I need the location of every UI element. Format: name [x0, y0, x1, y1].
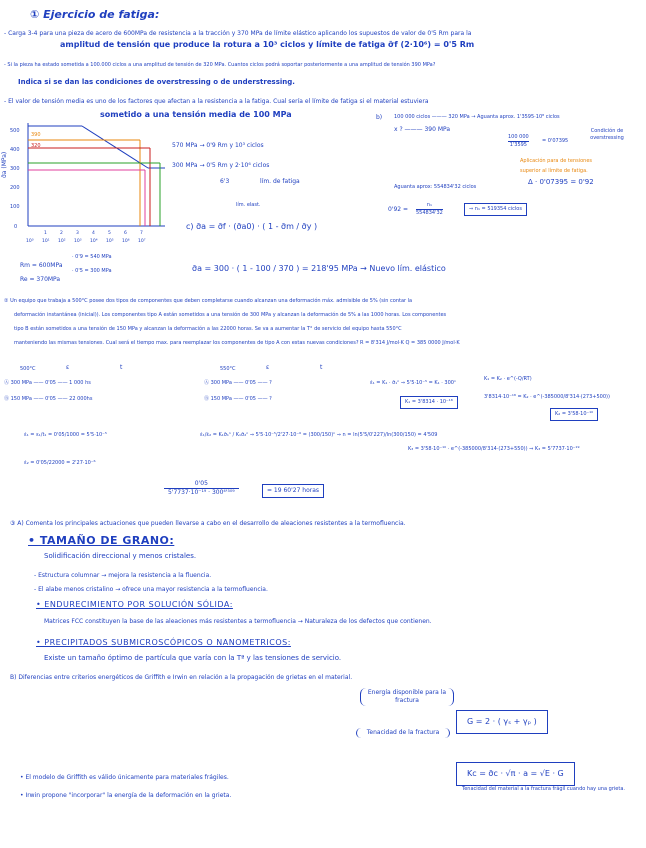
- time-num: 0'05: [164, 480, 239, 489]
- problem-1-line-5: - El valor de tensión media es uno de los factores que afectan a la resistencia a la fatiga. Cual sería el límite de fatiga si el material estuviera: [4, 98, 429, 105]
- irwin-note: • Irwin propone "incorporar" la energía de la deformación en la grieta.: [20, 792, 232, 799]
- mark-390: 390: [31, 132, 41, 138]
- b-row-2: x ? ——— 390 MPa: [394, 126, 451, 133]
- irwin-formula: Kc = σ̄c · √π · a = √E · G: [456, 762, 575, 786]
- exercise-1-title: ① Ejercicio de fatiga:: [30, 8, 160, 21]
- problem-2-line-3: tipo B están sometidos a una tensión de 150 MPa y alcanzan la deformación a las 22000 horas. Se va a aumentar la T° de servicio del equipo hasta 550°C: [14, 326, 402, 332]
- b-frac-num: 100 000: [508, 134, 529, 140]
- grain-text-1: Solidificación direccional y menos cristales.: [44, 552, 197, 560]
- b-calc-num: n₁: [416, 202, 443, 210]
- ann-lim-fatiga: lím. de fatiga: [260, 178, 300, 185]
- problem-1-line-6: sometido a una tensión media de 100 MPa: [100, 110, 292, 119]
- xnum-6: 6: [124, 231, 127, 236]
- xtick-5: 10⁵: [106, 239, 114, 244]
- sn-chart: [0, 118, 170, 253]
- table2-eps: ε: [266, 364, 270, 371]
- time-fraction: [164, 480, 239, 497]
- re-result: · 0'5 = 300 MPa: [72, 268, 112, 274]
- ytick-300: 300: [10, 166, 20, 172]
- b-row-1: 100 000 ciclos ——— 320 MPa → Aguanta aprox. 1'3595·10⁸ ciclos: [394, 114, 560, 120]
- k3-eq: K₃ = 3'58·10⁻¹⁰ · e^(-385000/8'314·(273+550)) ⇒ K₃ = 5'7737·10⁻¹⁹: [408, 446, 580, 452]
- xtick-4: 10⁴: [90, 239, 98, 244]
- ytick-0: 0: [14, 224, 18, 230]
- c-result: σ̄a = 300 · ( 1 - 100 / 370 ) = 218'95 MPa → Nuevo lím. elástico: [192, 264, 446, 273]
- arrhenius-2: 3'8314·10⁻¹⁸ = K₂ · e^(-385000/8'314·(273+500)): [484, 394, 610, 400]
- c-lim-elast: lím. elast.: [236, 202, 261, 208]
- ann-63: 6'3: [220, 178, 230, 185]
- energy-available: Energía disponible para la fractura: [360, 688, 454, 706]
- ytick-200: 200: [10, 185, 20, 191]
- xnum-4: 4: [92, 231, 95, 236]
- griffith-note: • El modelo de Griffith es válido únicamente para materiales frágiles.: [20, 774, 229, 781]
- table1-temp: 500°C: [20, 366, 36, 372]
- b-fraction: [508, 134, 529, 149]
- chart-ylabel: σ̄a (MPa): [1, 151, 8, 178]
- mark-320: 320: [31, 143, 41, 149]
- b-frac-den: 1'3595: [509, 142, 527, 148]
- table1-t: t: [120, 364, 123, 371]
- problem-1-line-1: - Carga 3-4 para una pieza de acero de 600MPa de resistencia a la tracción y 370 MPa de límite elástico aplicando los supuestos de valor de 0'5 Rm para la: [4, 30, 472, 37]
- ann-300: 300 MPa → 0'5 Rm y 2·10⁶ ciclos: [172, 162, 270, 169]
- table2-row-a: Ⓐ 300 MPa —— 0'05 —— ?: [204, 380, 272, 386]
- problem-2-line-2: deformación instantánea (inicial)). Los componentes tipo A están sometidos a una tensión de 300 MPa y alcanzan la deformación de 5% a las 1000 horas. Los componentes: [14, 312, 447, 318]
- k2-result: K₂ = 3'58·10⁻¹⁰: [550, 408, 598, 421]
- b-aplicacion-2: superior al límite de fatiga.: [520, 168, 588, 174]
- xtick-0: 10⁰: [26, 239, 34, 244]
- creep-k1-eq: ε̇₁ = K₁ · σ̄₁ⁿ ⇒ 5'5·10⁻⁵ = K₁ · 300ⁿ: [370, 380, 456, 386]
- xtick-6: 10⁶: [122, 239, 130, 244]
- strain-rate-2: ε̇₂ = 0'05/22000 = 2'27·10⁻⁶: [24, 460, 96, 466]
- toughness-note: Tenacidad del material a la fractura frágil cuando hay una grieta.: [462, 786, 625, 792]
- grain-text-3: - El alabe menos cristalino → ofrece una mayor resistencia a la termofluencia.: [34, 586, 268, 593]
- b-calc-fraction: [416, 202, 443, 217]
- xnum-3: 3: [76, 231, 79, 236]
- time-den: 5'7737·10⁻¹⁹ · 300⁴'⁵⁰⁹: [168, 489, 235, 496]
- problem-1-line-2: amplitud de tensión que produce la rotura a 10³ ciclos y límite de fatiga σ̄f (2·10⁶) = 0'5 Rm: [60, 40, 475, 49]
- precipitates-text: Existe un tamaño óptimo de partícula que varía con la Tª y las tensiones de servicio.: [44, 654, 342, 662]
- b-delta: Δ · 0'07395 = 0'92: [528, 178, 594, 186]
- table1-row-a: Ⓐ 300 MPa —— 0'05 —— 1 000 hs: [4, 380, 91, 386]
- table2-row-b: Ⓑ 150 MPa —— 0'05 —— ?: [204, 396, 272, 402]
- b-calc-den: 554834'32: [416, 210, 443, 216]
- ytick-100: 100: [10, 204, 20, 210]
- ratio-eq: ε̇₁/ε̇₂ = K₁σ̄₁ⁿ / K₁σ̄₂ⁿ ⇒ 5'5·10⁻⁵/2'27·10⁻⁶ = (300/150)ⁿ ⇒ n = ln(5'5/0'227)/ln(300/150) = 4'509: [200, 432, 438, 438]
- part-b-head: B) Diferencias entre criterios energéticos de Griffith e Irwin en relación a la propagación de grietas en el material.: [10, 674, 353, 681]
- b-frac-res: = 0'07395: [542, 138, 569, 144]
- problem-3-head: ③ A) Comenta los principales actuaciones que pueden llevarse a cabo en el desarrollo de aleaciones resistentes a la termofluencia.: [10, 520, 406, 527]
- xnum-5: 5: [108, 231, 111, 236]
- b-aplicacion-1: Aplicación para de tensiones: [520, 158, 593, 164]
- ann-540: 570 MPa → 0'9 Rm y 10³ ciclos: [172, 142, 264, 149]
- fracture-toughness: Tenacidad de la fractura: [356, 728, 450, 738]
- xtick-2: 10²: [58, 239, 66, 244]
- grain-text-2: - Estructura columnar → mejora la resistencia a la fluencia.: [34, 572, 212, 579]
- section-grain-size: • TAMAÑO DE GRANO:: [28, 534, 175, 547]
- b-overstressing: Condición de overstressing: [590, 128, 624, 141]
- table2-temp: 550°C: [220, 366, 236, 372]
- xtick-3: 10³: [74, 239, 82, 244]
- problem-2-head: ② Un equipo que trabaja a 500°C posee dos tipos de componentes que deben completarse cuando alcanzan una deformación máx. admisible de 5% (sin contar la: [4, 298, 413, 304]
- b-label: b): [376, 114, 383, 121]
- b-calc-left: 0'92 =: [388, 206, 409, 213]
- solid-solution-text: Matrices FCC constituyen la base de las aleaciones más resistentes a termofluencia → Naturaleza de los defectos que contienen.: [44, 618, 432, 625]
- ytick-500: 500: [10, 128, 20, 134]
- re-value: Re = 370MPa: [20, 276, 61, 283]
- section-solid-solution: • ENDURECIMIENTO POR SOLUCIÓN SÓLIDA:: [36, 600, 233, 609]
- ytick-400: 400: [10, 147, 20, 153]
- rm-result: · 0'9 = 540 MPa: [72, 254, 112, 260]
- xtick-7: 10⁷: [138, 239, 146, 244]
- xnum-1: 1: [44, 231, 47, 236]
- section-precipitates: • PRECIPITADOS SUBMICROSCÓPICOS O NANOMETRICOS:: [36, 638, 291, 647]
- b-calc-result: ⇒ n₁ = 519354 ciclos: [464, 203, 527, 216]
- strain-rate-1: ε̇₁ = ε₁/t₁ = 0'05/1000 = 5'5·10⁻⁵: [24, 432, 107, 438]
- time-result: = 19 60'27 horas: [262, 484, 324, 498]
- table1-row-b: Ⓑ 150 MPa —— 0'05 —— 22 000hs: [4, 396, 93, 402]
- xnum-7: 7: [140, 231, 143, 236]
- xtick-1: 10¹: [42, 239, 50, 244]
- griffith-formula: G = 2 · ( γₛ + γₚ ): [456, 710, 548, 734]
- problem-2-line-4: manteniendo las mismas tensiones. Cual será el tiempo max. para reemplazar los componentes de tipo A con estas nuevas condiciones? R = 8'314 J/mol·K Q = 385 0000 J/mol·K: [14, 340, 460, 346]
- rm-value: Rm = 600MPa: [20, 262, 63, 269]
- creep-k1-result: K₁ = 3'8314 · 10⁻¹⁸: [400, 396, 458, 409]
- problem-1-line-4: Indica si se dan las condiciones de overstressing o de understressing.: [18, 78, 295, 86]
- sn-slope: [82, 126, 148, 168]
- table2-t: t: [320, 364, 323, 371]
- arrhenius-1: K₁ = K₂ · e^(-Q/RT): [484, 376, 532, 382]
- b-aguanta: Aguanta aprox: 554834'32 ciclos: [394, 184, 477, 190]
- c-formula: c) σ̄a = σ̄f · (σ̄a0) · ( 1 - σ̄m / σ̄y ): [186, 222, 318, 231]
- problem-1-line-3: - Si la pieza ha estado sometida a 100.000 ciclos a una amplitud de tensión de 320 MPa. Cuantos ciclos podrá soportar posteriormente a una amplitud de tensión 390 MPa?: [4, 62, 436, 68]
- table1-eps: ε: [66, 364, 70, 371]
- xnum-2: 2: [60, 231, 63, 236]
